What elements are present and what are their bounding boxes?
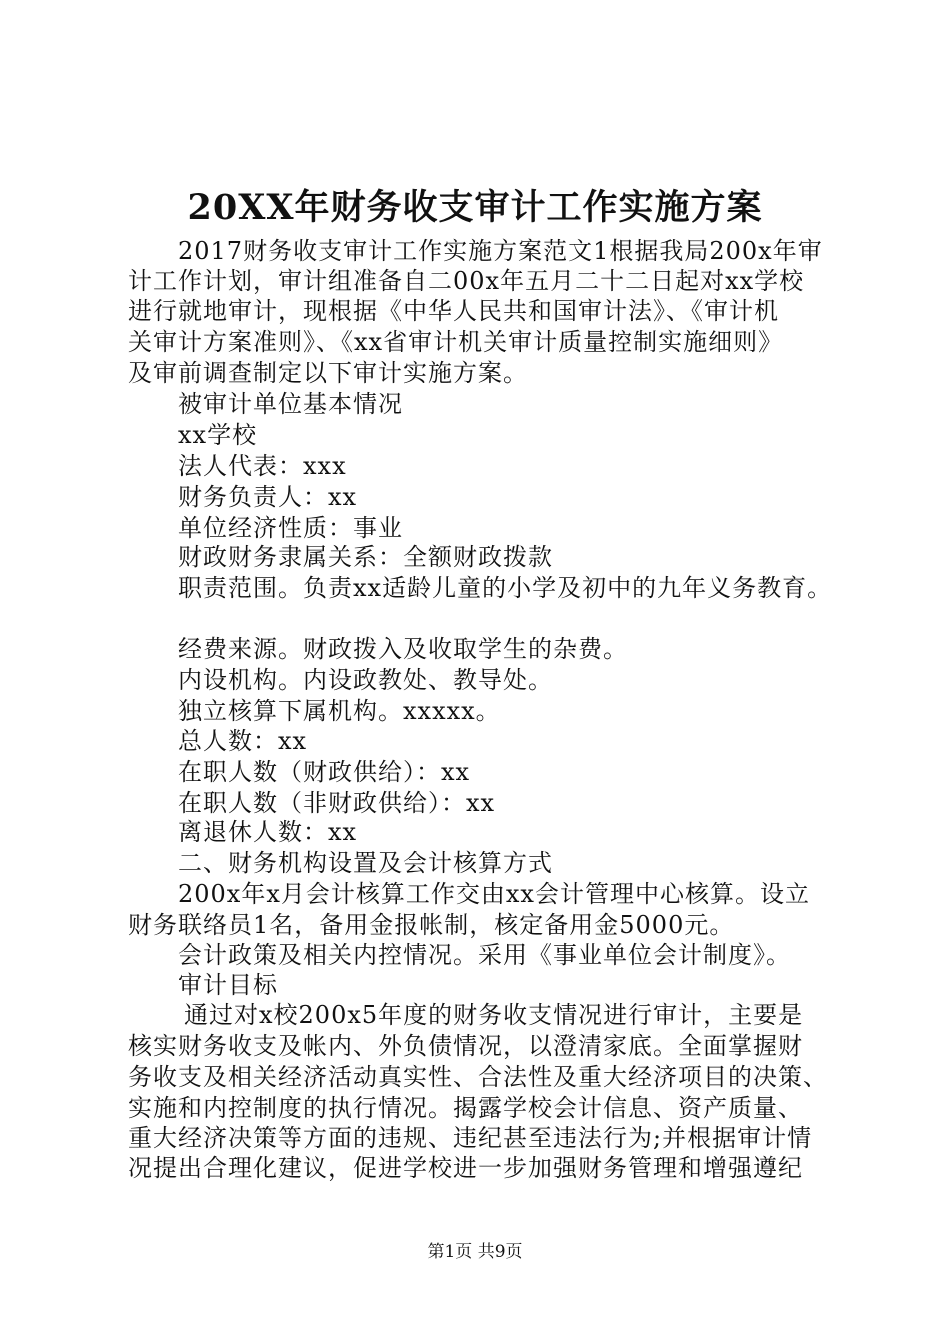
body-line: 2017财务收支审计工作实施方案范文1根据我局200x年审 [178, 237, 823, 265]
body-line: 关审计方案准则》、《xx省审计机关审计质量控制实施细则》 [128, 328, 784, 356]
body-line: 财政财务隶属关系：全额财政拨款 [178, 543, 553, 571]
body-line: xx学校 [178, 421, 258, 449]
body-line: 计工作计划，审计组准备自二00x年五月二十二日起对xx学校 [128, 267, 805, 295]
body-line: 实施和内控制度的执行情况。揭露学校会计信息、资产质量、 [128, 1094, 803, 1122]
body-line: 及审前调查制定以下审计实施方案。 [128, 359, 528, 387]
body-line: 单位经济性质：事业 [178, 514, 403, 542]
body-line: 在职人数（财政供给）：xx [178, 758, 471, 786]
body-line: 财务负责人：xx [178, 483, 358, 511]
body-line: 内设机构。内设政教处、教导处。 [178, 666, 553, 694]
page-number: 第1页 共9页 [427, 1242, 523, 1262]
section-heading: 二、财务机构设置及会计核算方式 [178, 849, 553, 877]
body-line: 独立核算下属机构。xxxxx。 [178, 697, 501, 725]
body-line: 在职人数（非财政供给）：xx [178, 789, 496, 817]
body-line: 财务联络员1名，备用金报帐制，核定备用金5000元。 [128, 911, 735, 939]
section-heading: 审计目标 [178, 971, 278, 999]
body-line: 会计政策及相关内控情况。采用《事业单位会计制度》。 [178, 941, 791, 969]
body-line: 务收支及相关经济活动真实性、合法性及重大经济项目的决策、 [128, 1063, 828, 1091]
body-line: 重大经济决策等方面的违规、违纪甚至违法行为;并根据审计情 [128, 1124, 813, 1152]
body-line: 总人数：xx [178, 727, 308, 755]
section-heading: 被审计单位基本情况 [178, 390, 403, 418]
body-line: 离退休人数：xx [178, 818, 358, 846]
body-line: 法人代表：xxx [178, 452, 347, 480]
body-line: 200x年x月会计核算工作交由xx会计管理中心核算。设立 [178, 880, 810, 908]
body-line: 况提出合理化建议，促进学校进一步加强财务管理和增强遵纪 [128, 1154, 803, 1182]
body-line: 经费来源。财政拨入及收取学生的杂费。 [178, 635, 628, 663]
document-title: 20XX年财务收支审计工作实施方案 [187, 187, 763, 228]
body-line: 进行就地审计，现根据《中华人民共和国审计法》、《审计机 [128, 297, 779, 325]
body-line: 核实财务收支及帐内、外负债情况，以澄清家底。全面掌握财 [128, 1032, 803, 1060]
body-line: 通过对x校200x5年度的财务收支情况进行审计，主要是 [184, 1001, 804, 1029]
body-line: 职责范围。负责xx适龄儿童的小学及初中的九年义务教育。 [178, 574, 833, 602]
